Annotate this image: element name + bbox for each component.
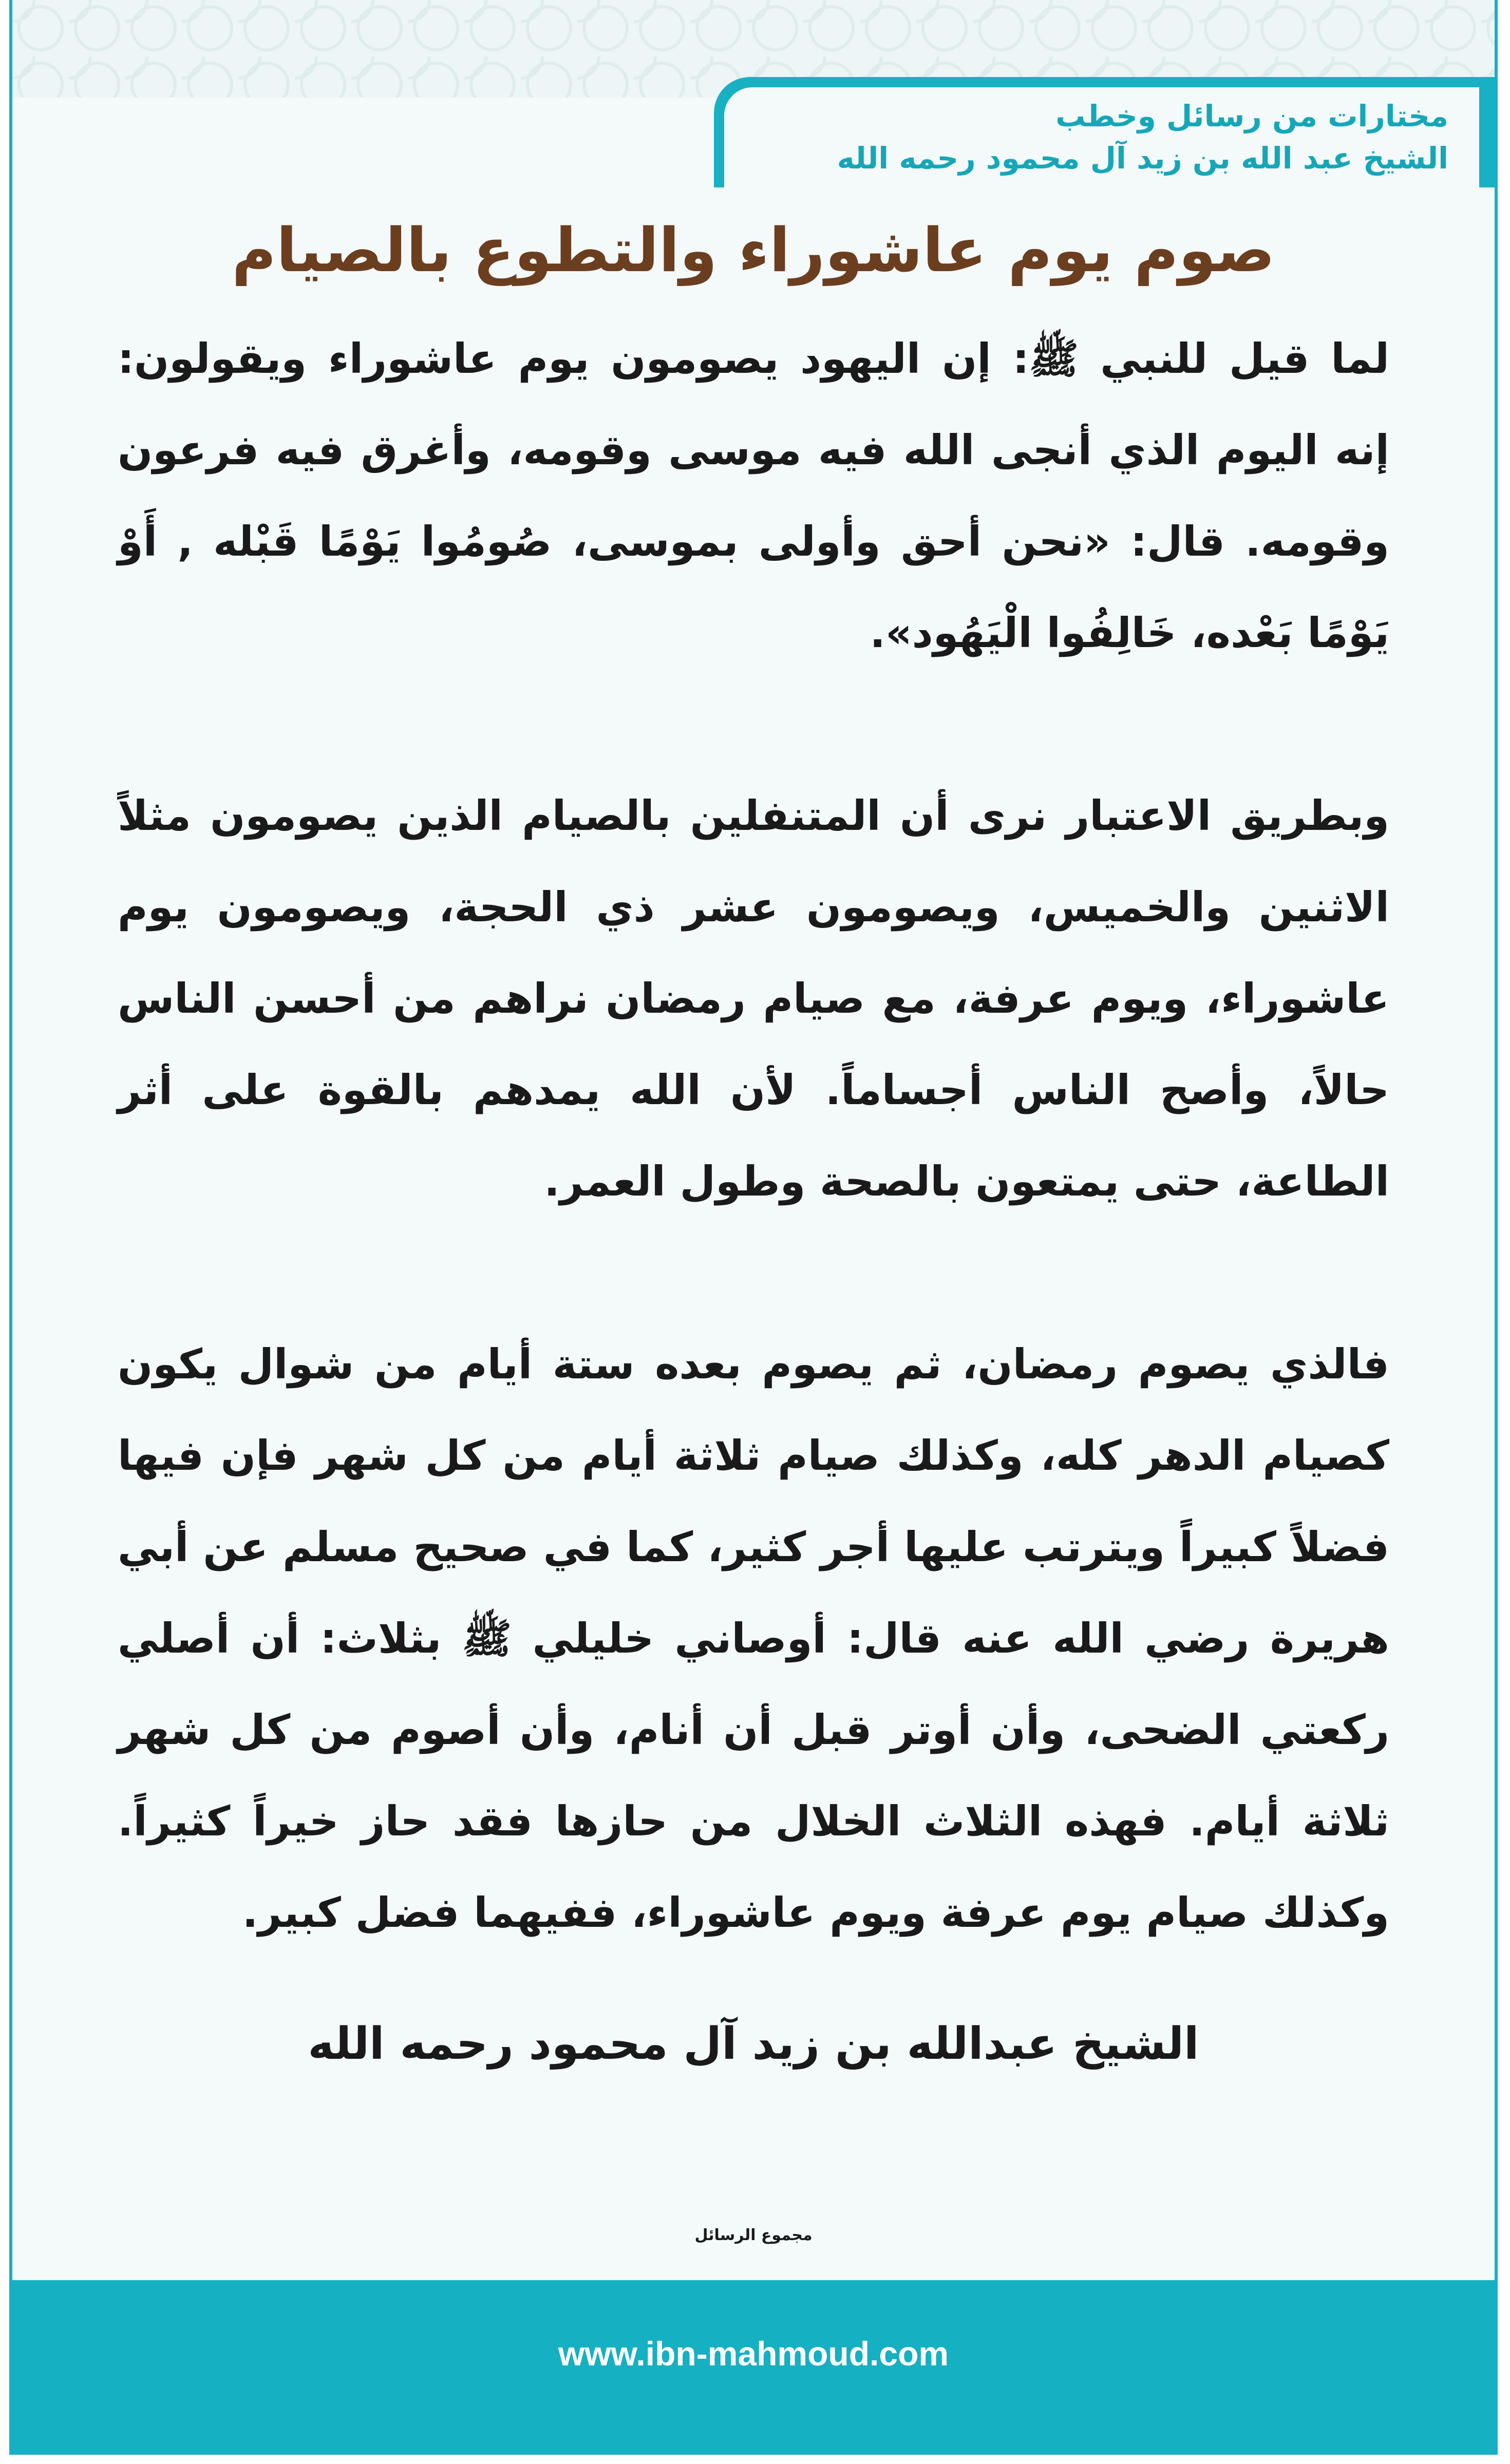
article-body	[118, 313, 1389, 1959]
header-banner	[714, 77, 1495, 187]
header-line-1: مختارات من رسائل وخطب	[1055, 99, 1448, 134]
paragraph-spacer	[118, 679, 1389, 770]
paragraph-2: وبطريق الاعتبار نرى أن المتنفلين بالصيام الذين يصومون مثلاً الاثنين والخميس، ويصومون عشر ذي الحجة، ويصومون يوم عاشوراء، ويوم عرفة، مع صيام رمضان نراهم من أحسن الناس حالاً، وأصح الناس أجساماً. لأن الله يمدهم بالقوة على أثر الطاعة، حتى يمتعون بالصحة وطول العمر.	[118, 792, 1389, 1205]
paragraph-3: فالذي يصوم رمضان، ثم يصوم بعده ستة أيام من شوال يكون كصيام الدهر كله، وكذلك صيام ثلاثة أيام من كل شهر فإن فيها فضلاً كبيراً ويترتب عليها أجر كثير، كما في صحيح مسلم عن أبي هريرة رضي الله عنه قال: أوصاني خليلي ﷺ بثلاث: أن أصلي ركعتي الضحى، وأن أوتر قبل أن أنام، وأن أصوم من كل شهر ثلاثة أيام. فهذه الثلاث الخلال من حازها فقد حاز خيراً كثيراً. وكذلك صيام يوم عرفة ويوم عاشوراء، ففيهما فضل كبير.	[118, 1340, 1389, 1937]
website-link[interactable]: www.ibn-mahmoud.com	[558, 2335, 949, 2373]
source-note: مجموع الرسائل	[694, 2226, 813, 2244]
footer-bar	[12, 2280, 1495, 2452]
header-line-2: الشيخ عبد الله بن زيد آل محمود رحمه الله	[837, 141, 1448, 176]
paragraph-spacer	[118, 1227, 1389, 1319]
header-text	[837, 95, 1448, 179]
article-title: صوم يوم عاشوراء والتطوع بالصيام	[232, 215, 1275, 286]
header-banner-inner	[724, 87, 1479, 187]
page	[9, 0, 1498, 2455]
paragraph-1: لما قيل للنبي ﷺ: إن اليهود يصومون يوم عاشوراء ويقولون: إنه اليوم الذي أنجى الله فيه موسى وقومه، وأغرق فيه فرعون وقومه. قال: «نحن أحق وأولى بموسى، صُومُوا يَوْمًا قَبْله , أَوْ يَوْمًا بَعْده، خَالِفُوا الْيَهُود».	[118, 335, 1389, 657]
signature: الشيخ عبدالله بن زيد آل محمود رحمه الله	[308, 2018, 1199, 2070]
